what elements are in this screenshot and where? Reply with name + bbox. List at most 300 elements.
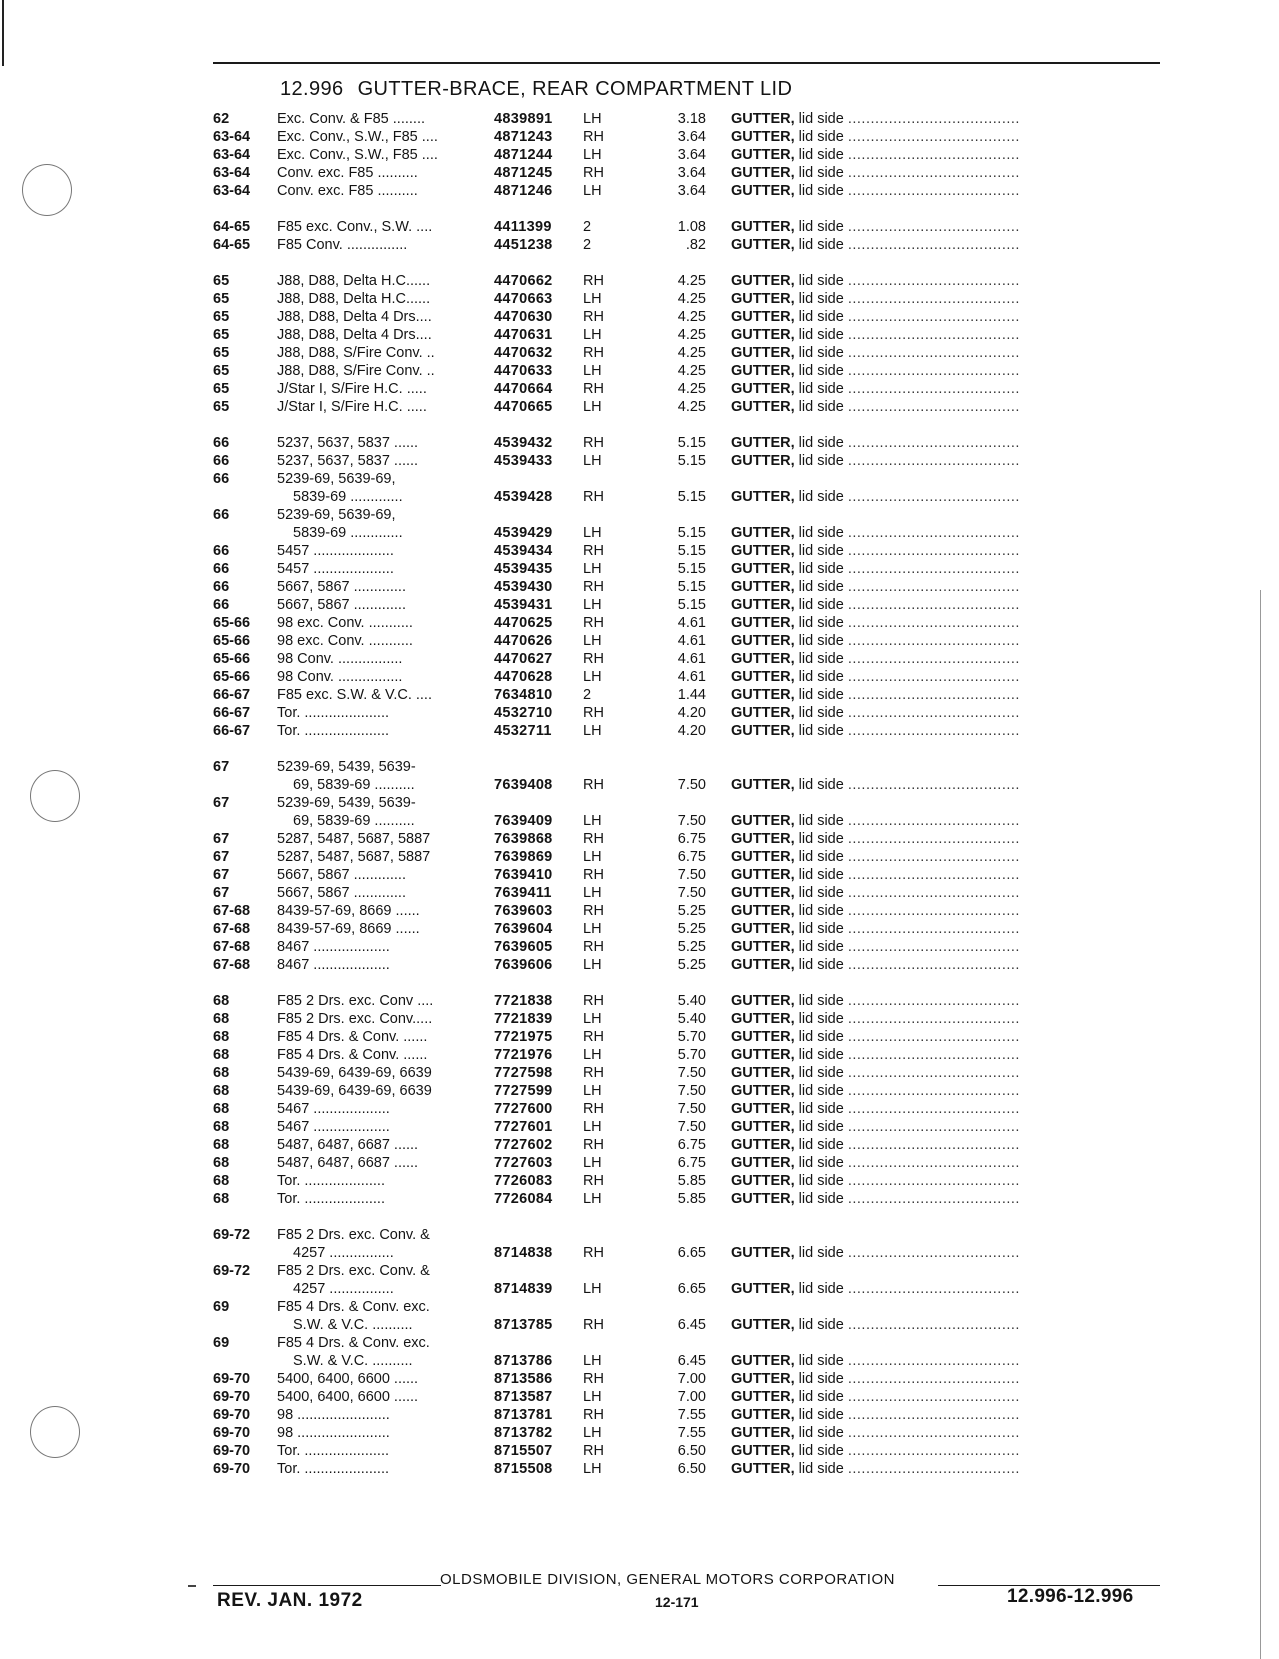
part-number: 4470631 (494, 327, 553, 343)
price-value: 1.08 (677, 219, 706, 235)
part-name: GUTTER, (731, 273, 795, 289)
model-year: 63-64 (213, 165, 251, 181)
part-description (731, 1352, 1163, 1370)
side-code: RH (583, 903, 604, 919)
model-description: 5239-69, 5639-69, (277, 471, 396, 487)
leader-dots: ...................................... (847, 597, 1020, 613)
side-code: RH (583, 939, 604, 955)
model-year: 69 (213, 1299, 230, 1315)
leader-dots: ...................................... (847, 1011, 1020, 1027)
part-description (731, 596, 1163, 614)
part-name: GUTTER, (731, 1191, 795, 1207)
side-code: LH (583, 327, 602, 343)
price-value: 4.25 (677, 399, 706, 415)
part-name: GUTTER, (731, 147, 795, 163)
table-row (0, 1280, 1279, 1298)
leader-dots: ...................................... (847, 993, 1020, 1009)
part-location: lid side (798, 1371, 844, 1387)
part-description (731, 146, 1163, 164)
leader-dots: ...................................... (847, 615, 1020, 631)
part-location: lid side (798, 1065, 844, 1081)
price-value: 4.25 (677, 309, 706, 325)
part-number: 7639603 (494, 903, 553, 919)
part-number: 4470632 (494, 345, 553, 361)
part-description (731, 776, 1163, 794)
table-row (0, 1028, 1279, 1046)
part-name: GUTTER, (731, 1371, 795, 1387)
part-name: GUTTER, (731, 129, 795, 145)
model-year: 67-68 (213, 921, 251, 937)
part-description (731, 380, 1163, 398)
leader-dots: ...................................... (847, 957, 1020, 973)
table-row (0, 884, 1279, 902)
part-description (731, 830, 1163, 848)
table-row (0, 1118, 1279, 1136)
model-year: 66 (213, 471, 230, 487)
part-number: 8713786 (494, 1353, 553, 1369)
part-number: 7721839 (494, 1011, 553, 1027)
side-code: LH (583, 1047, 602, 1063)
part-location: lid side (798, 939, 844, 955)
model-year: 66 (213, 453, 230, 469)
model-description: F85 2 Drs. exc. Conv. & (277, 1227, 430, 1243)
leader-dots: ...................................... (847, 633, 1020, 649)
part-location: lid side (798, 723, 844, 739)
part-location: lid side (798, 1047, 844, 1063)
leader-dots: ...................................... (847, 1155, 1020, 1171)
model-description: Exc. Conv. & F85 ........ (277, 111, 426, 127)
part-description (731, 1082, 1163, 1100)
price-value: 5.70 (677, 1047, 706, 1063)
model-description: 5839-69 ............. (293, 525, 403, 541)
side-code: RH (583, 867, 604, 883)
part-number: 4539430 (494, 579, 553, 595)
table-row (0, 128, 1279, 146)
part-number: 7727601 (494, 1119, 553, 1135)
table-row (0, 1298, 1279, 1316)
leader-dots: ...................................... (847, 1065, 1020, 1081)
part-number: 7721838 (494, 993, 553, 1009)
price-value: 5.40 (677, 1011, 706, 1027)
model-description: 5400, 6400, 6600 ...... (277, 1389, 419, 1405)
part-location: lid side (798, 237, 844, 253)
part-location: lid side (798, 1425, 844, 1441)
part-description (731, 1046, 1163, 1064)
table-row (0, 866, 1279, 884)
price-value: 4.20 (677, 705, 706, 721)
leader-dots: ...................................... (847, 1407, 1020, 1423)
part-name: GUTTER, (731, 309, 795, 325)
part-location: lid side (798, 381, 844, 397)
side-code: LH (583, 1011, 602, 1027)
side-code: LH (583, 525, 602, 541)
table-row (0, 326, 1279, 344)
model-year: 68 (213, 1029, 230, 1045)
part-description (731, 308, 1163, 326)
part-location: lid side (798, 1461, 844, 1477)
model-year: 63-64 (213, 129, 251, 145)
model-description: 5457 .................... (277, 561, 394, 577)
model-description: 8439-57-69, 8669 ...... (277, 903, 420, 919)
part-number: 7639604 (494, 921, 553, 937)
price-value: 7.50 (677, 813, 706, 829)
part-location: lid side (798, 1191, 844, 1207)
part-name: GUTTER, (731, 1443, 795, 1459)
model-description: F85 2 Drs. exc. Conv .... (277, 993, 434, 1009)
part-description (731, 1442, 1163, 1460)
table-row (0, 560, 1279, 578)
part-description (731, 182, 1163, 200)
part-name: GUTTER, (731, 183, 795, 199)
price-value: 4.25 (677, 273, 706, 289)
part-name: GUTTER, (731, 615, 795, 631)
price-value: 4.25 (677, 381, 706, 397)
part-name: GUTTER, (731, 489, 795, 505)
leader-dots: ...................................... (847, 129, 1020, 145)
part-number: 4411399 (494, 219, 552, 235)
side-code: LH (583, 399, 602, 415)
part-description (731, 920, 1163, 938)
model-description: Tor. .................... (277, 1191, 385, 1207)
part-description (731, 218, 1163, 236)
part-number: 4470633 (494, 363, 553, 379)
model-description: 98 Conv. ................ (277, 651, 403, 667)
table-row (0, 1136, 1279, 1154)
part-number: 7639606 (494, 957, 553, 973)
model-year: 69-70 (213, 1461, 251, 1477)
part-description (731, 668, 1163, 686)
side-code: 2 (583, 219, 592, 235)
part-description (731, 1424, 1163, 1442)
part-description (731, 1370, 1163, 1388)
table-row (0, 344, 1279, 362)
part-description (731, 848, 1163, 866)
part-location: lid side (798, 687, 844, 703)
model-description: 5487, 6487, 6687 ...... (277, 1155, 419, 1171)
part-location: lid side (798, 1317, 844, 1333)
part-description (731, 1064, 1163, 1082)
part-number: 4539434 (494, 543, 553, 559)
model-description: 5667, 5867 ............. (277, 867, 406, 883)
model-year: 63-64 (213, 183, 251, 199)
model-description: 98 Conv. ................ (277, 669, 403, 685)
part-number: 4470627 (494, 651, 553, 667)
side-code: LH (583, 957, 602, 973)
leader-dots: ...................................... (847, 453, 1020, 469)
table-row (0, 290, 1279, 308)
leader-dots: ...................................... (847, 813, 1020, 829)
part-location: lid side (798, 1407, 844, 1423)
part-location: lid side (798, 1443, 844, 1459)
part-number: 4539435 (494, 561, 553, 577)
part-location: lid side (798, 1101, 844, 1117)
part-name: GUTTER, (731, 1461, 795, 1477)
model-description: 98 exc. Conv. ........... (277, 615, 413, 631)
part-number: 7634810 (494, 687, 553, 703)
leader-dots: ...................................... (847, 831, 1020, 847)
side-code: RH (583, 345, 604, 361)
part-location: lid side (798, 903, 844, 919)
part-location: lid side (798, 669, 844, 685)
side-code: RH (583, 1245, 604, 1261)
leader-dots: ...................................... (847, 1101, 1020, 1117)
price-value: 4.25 (677, 363, 706, 379)
price-value: 6.65 (677, 1281, 706, 1297)
table-row (0, 668, 1279, 686)
model-description: F85 4 Drs. & Conv. ...... (277, 1029, 428, 1045)
part-location: lid side (798, 1155, 844, 1171)
table-row (0, 488, 1279, 506)
leader-dots: ...................................... (847, 1371, 1020, 1387)
model-description: 5239-69, 5639-69, (277, 507, 396, 523)
side-code: LH (583, 885, 602, 901)
leader-dots: ...................................... (847, 903, 1020, 919)
price-value: 7.50 (677, 1083, 706, 1099)
part-number: 4451238 (494, 237, 553, 253)
part-location: lid side (798, 1029, 844, 1045)
part-location: lid side (798, 831, 844, 847)
table-row (0, 596, 1279, 614)
leader-dots: ...................................... (847, 399, 1020, 415)
leader-dots: ...................................... (847, 1119, 1020, 1135)
part-name: GUTTER, (731, 435, 795, 451)
part-name: GUTTER, (731, 1065, 795, 1081)
model-year: 65 (213, 309, 230, 325)
model-year: 68 (213, 1101, 230, 1117)
side-code: LH (583, 1191, 602, 1207)
part-name: GUTTER, (731, 1317, 795, 1333)
price-value: 7.00 (677, 1389, 706, 1405)
part-name: GUTTER, (731, 669, 795, 685)
table-row (0, 182, 1279, 200)
model-year: 69-70 (213, 1443, 251, 1459)
part-name: GUTTER, (731, 867, 795, 883)
leader-dots: ...................................... (847, 1389, 1020, 1405)
model-year: 68 (213, 1011, 230, 1027)
section-title: GUTTER-BRACE, REAR COMPARTMENT LID (357, 78, 793, 100)
model-description: F85 2 Drs. exc. Conv..... (277, 1011, 433, 1027)
part-location: lid side (798, 345, 844, 361)
part-name: GUTTER, (731, 327, 795, 343)
footer-page-number: 12-171 (655, 1594, 699, 1610)
price-value: 7.50 (677, 867, 706, 883)
part-location: lid side (798, 363, 844, 379)
table-row (0, 686, 1279, 704)
side-code: RH (583, 1101, 604, 1117)
leader-dots: ...................................... (847, 1425, 1020, 1441)
table-row (0, 848, 1279, 866)
price-value: .82 (685, 237, 706, 253)
header-rule (213, 62, 1160, 64)
part-description (731, 902, 1163, 920)
part-location: lid side (798, 435, 844, 451)
model-description: 5287, 5487, 5687, 5887 (277, 849, 431, 865)
part-name: GUTTER, (731, 885, 795, 901)
part-description (731, 1316, 1163, 1334)
model-year: 65-66 (213, 633, 251, 649)
part-number: 4532711 (494, 723, 552, 739)
model-description: Exc. Conv., S.W., F85 .... (277, 129, 438, 145)
part-number: 8713587 (494, 1389, 553, 1405)
part-location: lid side (798, 219, 844, 235)
model-description: F85 4 Drs. & Conv. ...... (277, 1047, 428, 1063)
model-year: 68 (213, 1047, 230, 1063)
table-row (0, 1442, 1279, 1460)
model-year: 65-66 (213, 651, 251, 667)
table-row (0, 1424, 1279, 1442)
part-description (731, 164, 1163, 182)
part-name: GUTTER, (731, 903, 795, 919)
table-row (0, 1406, 1279, 1424)
part-description (731, 488, 1163, 506)
table-row (0, 542, 1279, 560)
price-value: 5.15 (677, 435, 706, 451)
leader-dots: ...................................... (847, 561, 1020, 577)
price-value: 7.50 (677, 1101, 706, 1117)
model-year: 65 (213, 291, 230, 307)
table-row (0, 614, 1279, 632)
model-year: 66 (213, 543, 230, 559)
part-description (731, 1154, 1163, 1172)
side-code: RH (583, 1443, 604, 1459)
price-value: 5.15 (677, 489, 706, 505)
part-number: 4539429 (494, 525, 553, 541)
part-number: 4539432 (494, 435, 553, 451)
part-name: GUTTER, (731, 723, 795, 739)
table-row (0, 272, 1279, 290)
side-code: RH (583, 165, 604, 181)
part-number: 4470665 (494, 399, 553, 415)
price-value: 5.40 (677, 993, 706, 1009)
model-description: Tor. ..................... (277, 1443, 389, 1459)
model-description: 5400, 6400, 6600 ...... (277, 1371, 419, 1387)
model-year: 65 (213, 327, 230, 343)
model-description: 98 ....................... (277, 1407, 390, 1423)
model-description: 5439-69, 6439-69, 6639 (277, 1065, 432, 1081)
price-value: 3.64 (677, 165, 706, 181)
price-value: 1.44 (677, 687, 706, 703)
table-row (0, 722, 1279, 740)
model-year: 65-66 (213, 615, 251, 631)
table-row (0, 452, 1279, 470)
part-number: 8714839 (494, 1281, 553, 1297)
table-row (0, 578, 1279, 596)
table-row (0, 1244, 1279, 1262)
part-number: 4470630 (494, 309, 553, 325)
part-name: GUTTER, (731, 1389, 795, 1405)
part-location: lid side (798, 147, 844, 163)
leader-dots: ...................................... (847, 867, 1020, 883)
leader-dots: ...................................... (847, 381, 1020, 397)
side-code: RH (583, 1065, 604, 1081)
model-year: 65 (213, 381, 230, 397)
side-code: RH (583, 579, 604, 595)
part-description (731, 686, 1163, 704)
table-row (0, 1082, 1279, 1100)
leader-dots: ...................................... (847, 1083, 1020, 1099)
model-description: 4257 ................ (293, 1281, 394, 1297)
part-name: GUTTER, (731, 1353, 795, 1369)
table-row (0, 146, 1279, 164)
model-description: 69, 5839-69 .......... (293, 777, 415, 793)
price-value: 5.15 (677, 453, 706, 469)
part-description (731, 722, 1163, 740)
part-number: 4871246 (494, 183, 553, 199)
table-row (0, 1046, 1279, 1064)
part-name: GUTTER, (731, 597, 795, 613)
side-code: LH (583, 1281, 602, 1297)
model-year: 68 (213, 1155, 230, 1171)
part-location: lid side (798, 453, 844, 469)
part-name: GUTTER, (731, 381, 795, 397)
part-location: lid side (798, 273, 844, 289)
table-row (0, 632, 1279, 650)
price-value: 4.61 (677, 669, 706, 685)
part-description (731, 1388, 1163, 1406)
part-number: 4470662 (494, 273, 553, 289)
leader-dots: ...................................... (847, 309, 1020, 325)
leader-dots: ...................................... (847, 921, 1020, 937)
side-code: RH (583, 831, 604, 847)
model-description: 98 ....................... (277, 1425, 390, 1441)
part-number: 4470663 (494, 291, 553, 307)
part-description (731, 632, 1163, 650)
model-description: 5237, 5637, 5837 ...... (277, 453, 419, 469)
table-row (0, 434, 1279, 452)
part-number: 4532710 (494, 705, 553, 721)
part-name: GUTTER, (731, 345, 795, 361)
model-description: Tor. .................... (277, 1173, 385, 1189)
model-description: Conv. exc. F85 .......... (277, 165, 418, 181)
leader-dots: ...................................... (847, 363, 1020, 379)
model-description: Exc. Conv., S.W., F85 .... (277, 147, 438, 163)
part-description (731, 1028, 1163, 1046)
side-code: LH (583, 111, 602, 127)
table-row (0, 812, 1279, 830)
footer-section-range: 12.996-12.996 (1007, 1586, 1134, 1607)
part-name: GUTTER, (731, 237, 795, 253)
part-number: 7721975 (494, 1029, 553, 1045)
side-code: LH (583, 1425, 602, 1441)
model-description: 5467 ................... (277, 1119, 390, 1135)
side-code: RH (583, 993, 604, 1009)
part-number: 7727600 (494, 1101, 553, 1117)
part-name: GUTTER, (731, 1245, 795, 1261)
part-location: lid side (798, 1083, 844, 1099)
price-value: 5.25 (677, 903, 706, 919)
table-row (0, 920, 1279, 938)
model-description: 8439-57-69, 8669 ...... (277, 921, 420, 937)
part-description (731, 1280, 1163, 1298)
model-year: 68 (213, 1137, 230, 1153)
model-year: 65 (213, 273, 230, 289)
model-description: 5667, 5867 ............. (277, 597, 406, 613)
leader-dots: ...................................... (847, 723, 1020, 739)
part-location: lid side (798, 921, 844, 937)
part-description (731, 1406, 1163, 1424)
part-number: 7639605 (494, 939, 553, 955)
leader-dots: ...................................... (847, 1443, 1020, 1459)
part-location: lid side (798, 309, 844, 325)
part-description (731, 110, 1163, 128)
scan-edge-mark (2, 0, 4, 66)
part-location: lid side (798, 597, 844, 613)
price-value: 3.64 (677, 183, 706, 199)
model-description: J88, D88, Delta 4 Drs.... (277, 309, 432, 325)
side-code: RH (583, 129, 604, 145)
part-location: lid side (798, 1245, 844, 1261)
leader-dots: ...................................... (847, 147, 1020, 163)
